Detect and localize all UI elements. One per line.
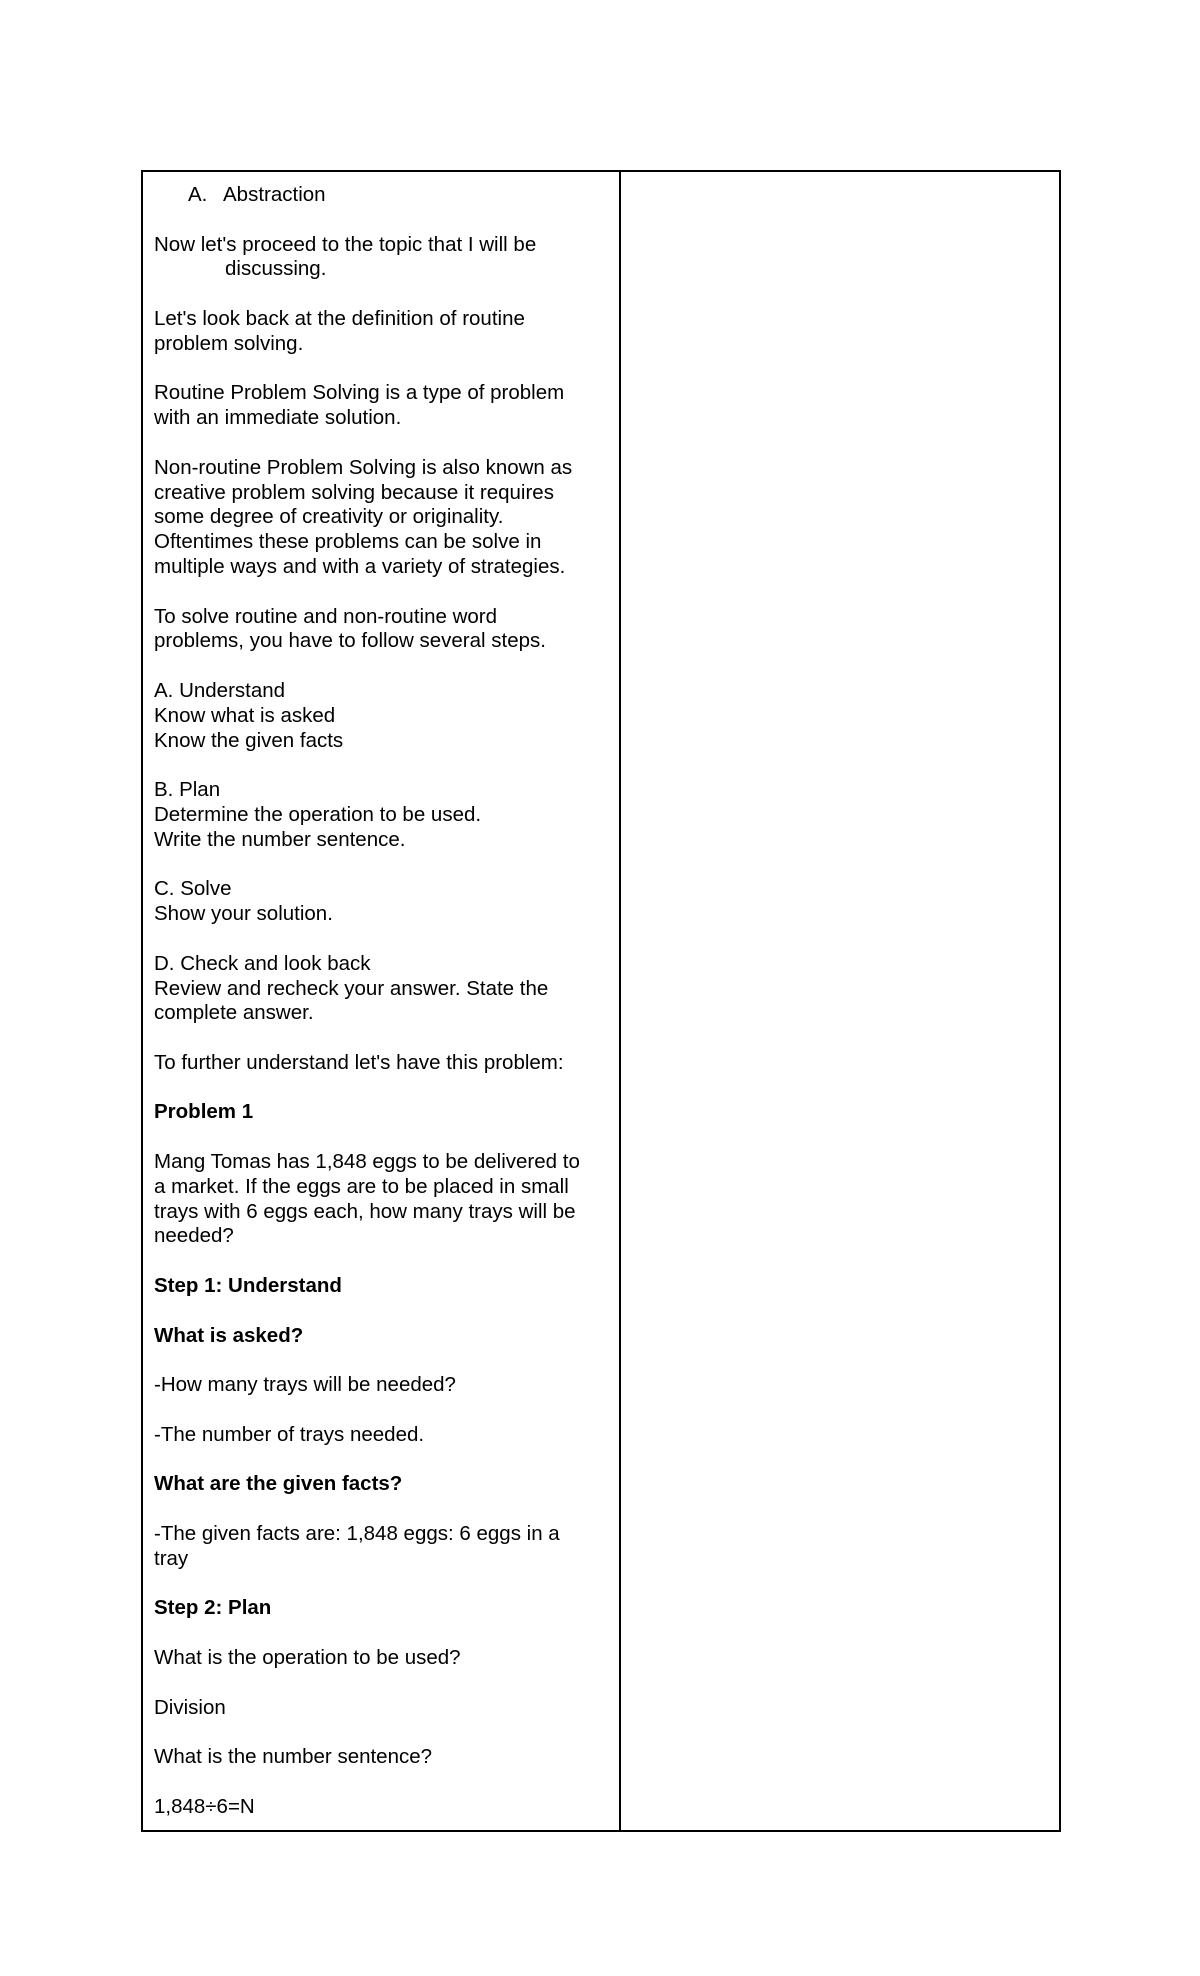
blank-line [154, 753, 611, 778]
blank-line [154, 1249, 611, 1274]
answer-line: Division [154, 1695, 226, 1719]
empty-right-cell [621, 172, 1059, 1830]
text-line: Write the number sentence. [154, 827, 406, 851]
text-line: Know the given facts [154, 728, 344, 752]
blank-line [154, 853, 611, 878]
blank-line [154, 1299, 611, 1324]
problem-text: needed? [154, 1224, 234, 1248]
text-line: Determine the operation to be used. [154, 802, 482, 826]
question-heading: What is asked? [154, 1323, 304, 1347]
question-heading: What are the given facts? [154, 1472, 403, 1496]
answer-line: -How many trays will be needed? [154, 1373, 456, 1397]
blank-line [154, 1770, 611, 1795]
blank-line [154, 357, 611, 382]
blank-line [154, 654, 611, 679]
step-2-title: Step 2: Plan [154, 1596, 272, 1620]
text-line: Review and recheck your answer. State the [154, 976, 549, 1000]
step-heading-plan: B. Plan [154, 778, 221, 802]
question-line: What is the operation to be used? [154, 1646, 461, 1670]
blank-line [154, 282, 611, 307]
question-line: What is the number sentence? [154, 1745, 433, 1769]
step-heading-solve: C. Solve [154, 877, 232, 901]
text-line: Let's look back at the definition of routine [154, 306, 525, 330]
blank-line [154, 1671, 611, 1696]
answer-line: -The number of trays needed. [154, 1422, 425, 1446]
blank-line [154, 208, 611, 233]
blank-line [154, 1125, 611, 1150]
text-line: Non-routine Problem Solving is also known as [154, 455, 573, 479]
step-heading-check: D. Check and look back [154, 951, 371, 975]
blank-line [154, 580, 611, 605]
number-sentence: 1,848÷6=N [154, 1794, 255, 1818]
section-heading [154, 183, 611, 208]
text-line: problem solving. [154, 331, 304, 355]
text-line: Know what is asked [154, 703, 336, 727]
problem-text: trays with 6 eggs each, how many trays will be [154, 1199, 576, 1223]
text-line: discussing. [225, 257, 327, 281]
text-line: To solve routine and non-routine word [154, 604, 498, 628]
text-line: To further understand let's have this problem: [154, 1050, 564, 1074]
text-line: Show your solution. [154, 902, 333, 926]
answer-line: tray [154, 1546, 189, 1570]
blank-line [154, 1076, 611, 1101]
blank-line [154, 1572, 611, 1597]
blank-line [154, 1348, 611, 1373]
problem-title: Problem 1 [154, 1100, 254, 1124]
blank-line [154, 1448, 611, 1473]
blank-line [154, 1026, 611, 1051]
text-line: complete answer. [154, 1001, 314, 1025]
section-marker: A. [188, 183, 208, 206]
blank-line [154, 1497, 611, 1522]
text-line: some degree of creativity or originality. [154, 505, 504, 529]
step-heading-understand: A. Understand [154, 678, 286, 702]
blank-line [154, 1720, 611, 1745]
blank-line [154, 431, 611, 456]
section-title: Abstraction [223, 183, 326, 206]
text-line: problems, you have to follow several steps. [154, 629, 546, 653]
text-line: creative problem solving because it requires [154, 480, 554, 504]
blank-line [154, 927, 611, 952]
problem-text: a market. If the eggs are to be placed in small [154, 1174, 569, 1198]
text-line: Routine Problem Solving is a type of problem [154, 381, 565, 405]
blank-line [154, 1398, 611, 1423]
lesson-content-cell [143, 172, 621, 1830]
blank-line [154, 1621, 611, 1646]
problem-text: Mang Tomas has 1,848 eggs to be delivered to [154, 1150, 580, 1174]
text-line: Oftentimes these problems can be solve in [154, 530, 542, 554]
text-line: multiple ways and with a variety of strategies. [154, 554, 566, 578]
step-1-title: Step 1: Understand [154, 1274, 342, 1298]
text-line: with an immediate solution. [154, 406, 402, 430]
lesson-table [141, 170, 1061, 1832]
text-line: Now let's proceed to the topic that I will be [154, 232, 537, 256]
answer-line: -The given facts are: 1,848 eggs: 6 eggs in a [154, 1522, 560, 1546]
